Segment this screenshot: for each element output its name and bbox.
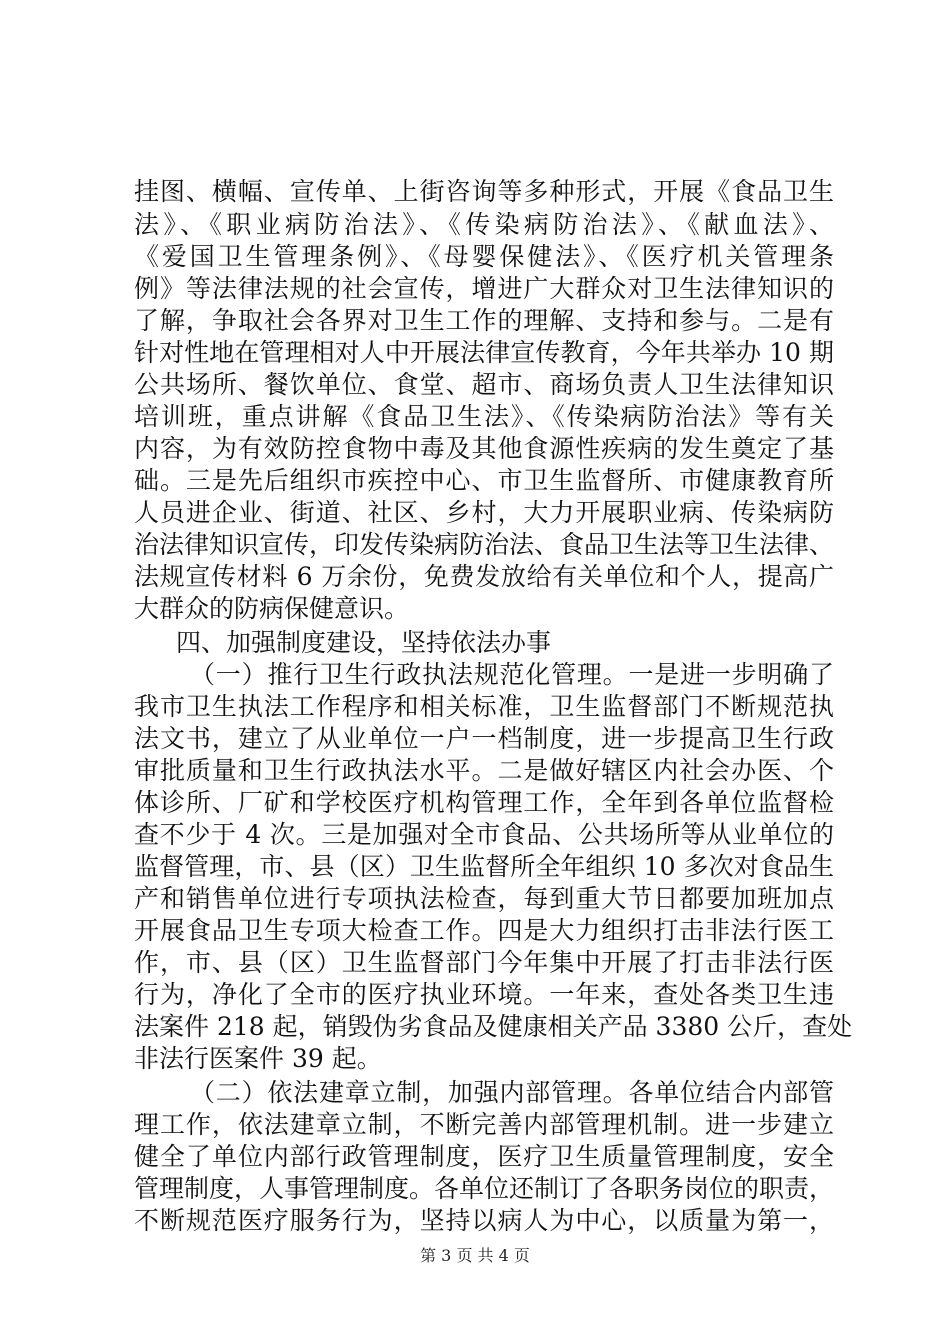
body-line: 治法律知识宣传，印发传染病防治法、食品卫生法等卫生法律、 [134, 530, 835, 559]
body-line: 我市卫生执法工作程序和相关标准，卫生监督部门不断规范执 [134, 692, 834, 721]
body-line: 开展食品卫生专项大检查工作。四是大力组织打击非法行医工 [134, 916, 834, 945]
body-line: 法》、《职业病防治法》、《传染病防治法》、《献血法》、 [134, 210, 834, 239]
page-number-label: 第 3 页 共 4 页 [420, 1246, 530, 1265]
body-line: 例》等法律法规的社会宣传，增进广大群众对卫生法律知识的 [134, 274, 834, 303]
body-line: 公共场所、餐饮单位、食堂、超市、商场负责人卫生法律知识 [134, 370, 834, 399]
body-line: 法规宣传材料 6 万余份，免费发放给有关单位和个人，提高广 [134, 562, 834, 591]
body-line: 法案件 218 起，销毁伪劣食品及健康相关产品 3380 公斤，查处 [134, 1012, 853, 1041]
body-line: 行为，净化了全市的医疗执业环境。一年来，查处各类卫生违 [134, 980, 834, 1009]
body-line: 针对性地在管理相对人中开展法律宣传教育，今年共举办 10 期 [134, 338, 834, 367]
body-line: 管理制度，人事管理制度。各单位还制订了各职务岗位的职责， [134, 1174, 835, 1203]
body-line: 了解，争取社会各界对卫生工作的理解、支持和参与。二是有 [134, 306, 834, 335]
body-line: 人员进企业、街道、社区、乡村，大力开展职业病、传染病防 [134, 498, 834, 527]
body-line: 法文书，建立了从业单位一户一档制度，进一步提高卫生行政 [134, 724, 834, 753]
body-line: 健全了单位内部行政管理制度，医疗卫生质量管理制度，安全 [134, 1142, 834, 1171]
subsection-first-line: （一）推行卫生行政执法规范化管理。一是进一步明确了 [190, 660, 834, 689]
body-line: 体诊所、厂矿和学校医疗机构管理工作，全年到各单位监督检 [134, 788, 834, 817]
body-line: 内容，为有效防控食物中毒及其他食源性疾病的发生奠定了基 [134, 434, 834, 463]
page-footer [0, 1246, 950, 1266]
body-line: 不断规范医疗服务行为，坚持以病人为中心，以质量为第一， [134, 1206, 834, 1235]
subsection-first-line: （二）依法建章立制，加强内部管理。各单位结合内部管 [190, 1078, 834, 1107]
body-line: 查不少于 4 次。三是加强对全市食品、公共场所等从业单位的 [134, 820, 834, 849]
body-line: 理工作，依法建章立制，不断完善内部管理机制。进一步建立 [134, 1110, 834, 1139]
body-line: 挂图、横幅、宣传单、上街咨询等多种形式，开展《食品卫生 [134, 177, 834, 206]
body-line: 产和销售单位进行专项执法检查，每到重大节日都要加班加点 [134, 884, 834, 913]
body-line: 审批质量和卫生行政执法水平。二是做好辖区内社会办医、个 [134, 756, 834, 785]
body-line: 监督管理，市、县（区）卫生监督所全年组织 10 多次对食品生 [134, 852, 834, 881]
body-line: 作，市、县（区）卫生监督部门今年集中开展了打击非法行医 [134, 948, 834, 977]
body-line: 大群众的防病保健意识。 [134, 594, 410, 623]
body-line: 非法行医案件 39 起。 [134, 1044, 382, 1073]
section-heading: 四、加强制度建设，坚持依法办事 [176, 628, 552, 657]
body-line: 础。三是先后组织市疾控中心、市卫生监督所、市健康教育所 [134, 466, 834, 495]
body-line: 培训班，重点讲解《食品卫生法》、《传染病防治法》等有关 [134, 402, 834, 431]
body-line: 《爱国卫生管理条例》、《母婴保健法》、《医疗机关管理条 [134, 242, 834, 271]
